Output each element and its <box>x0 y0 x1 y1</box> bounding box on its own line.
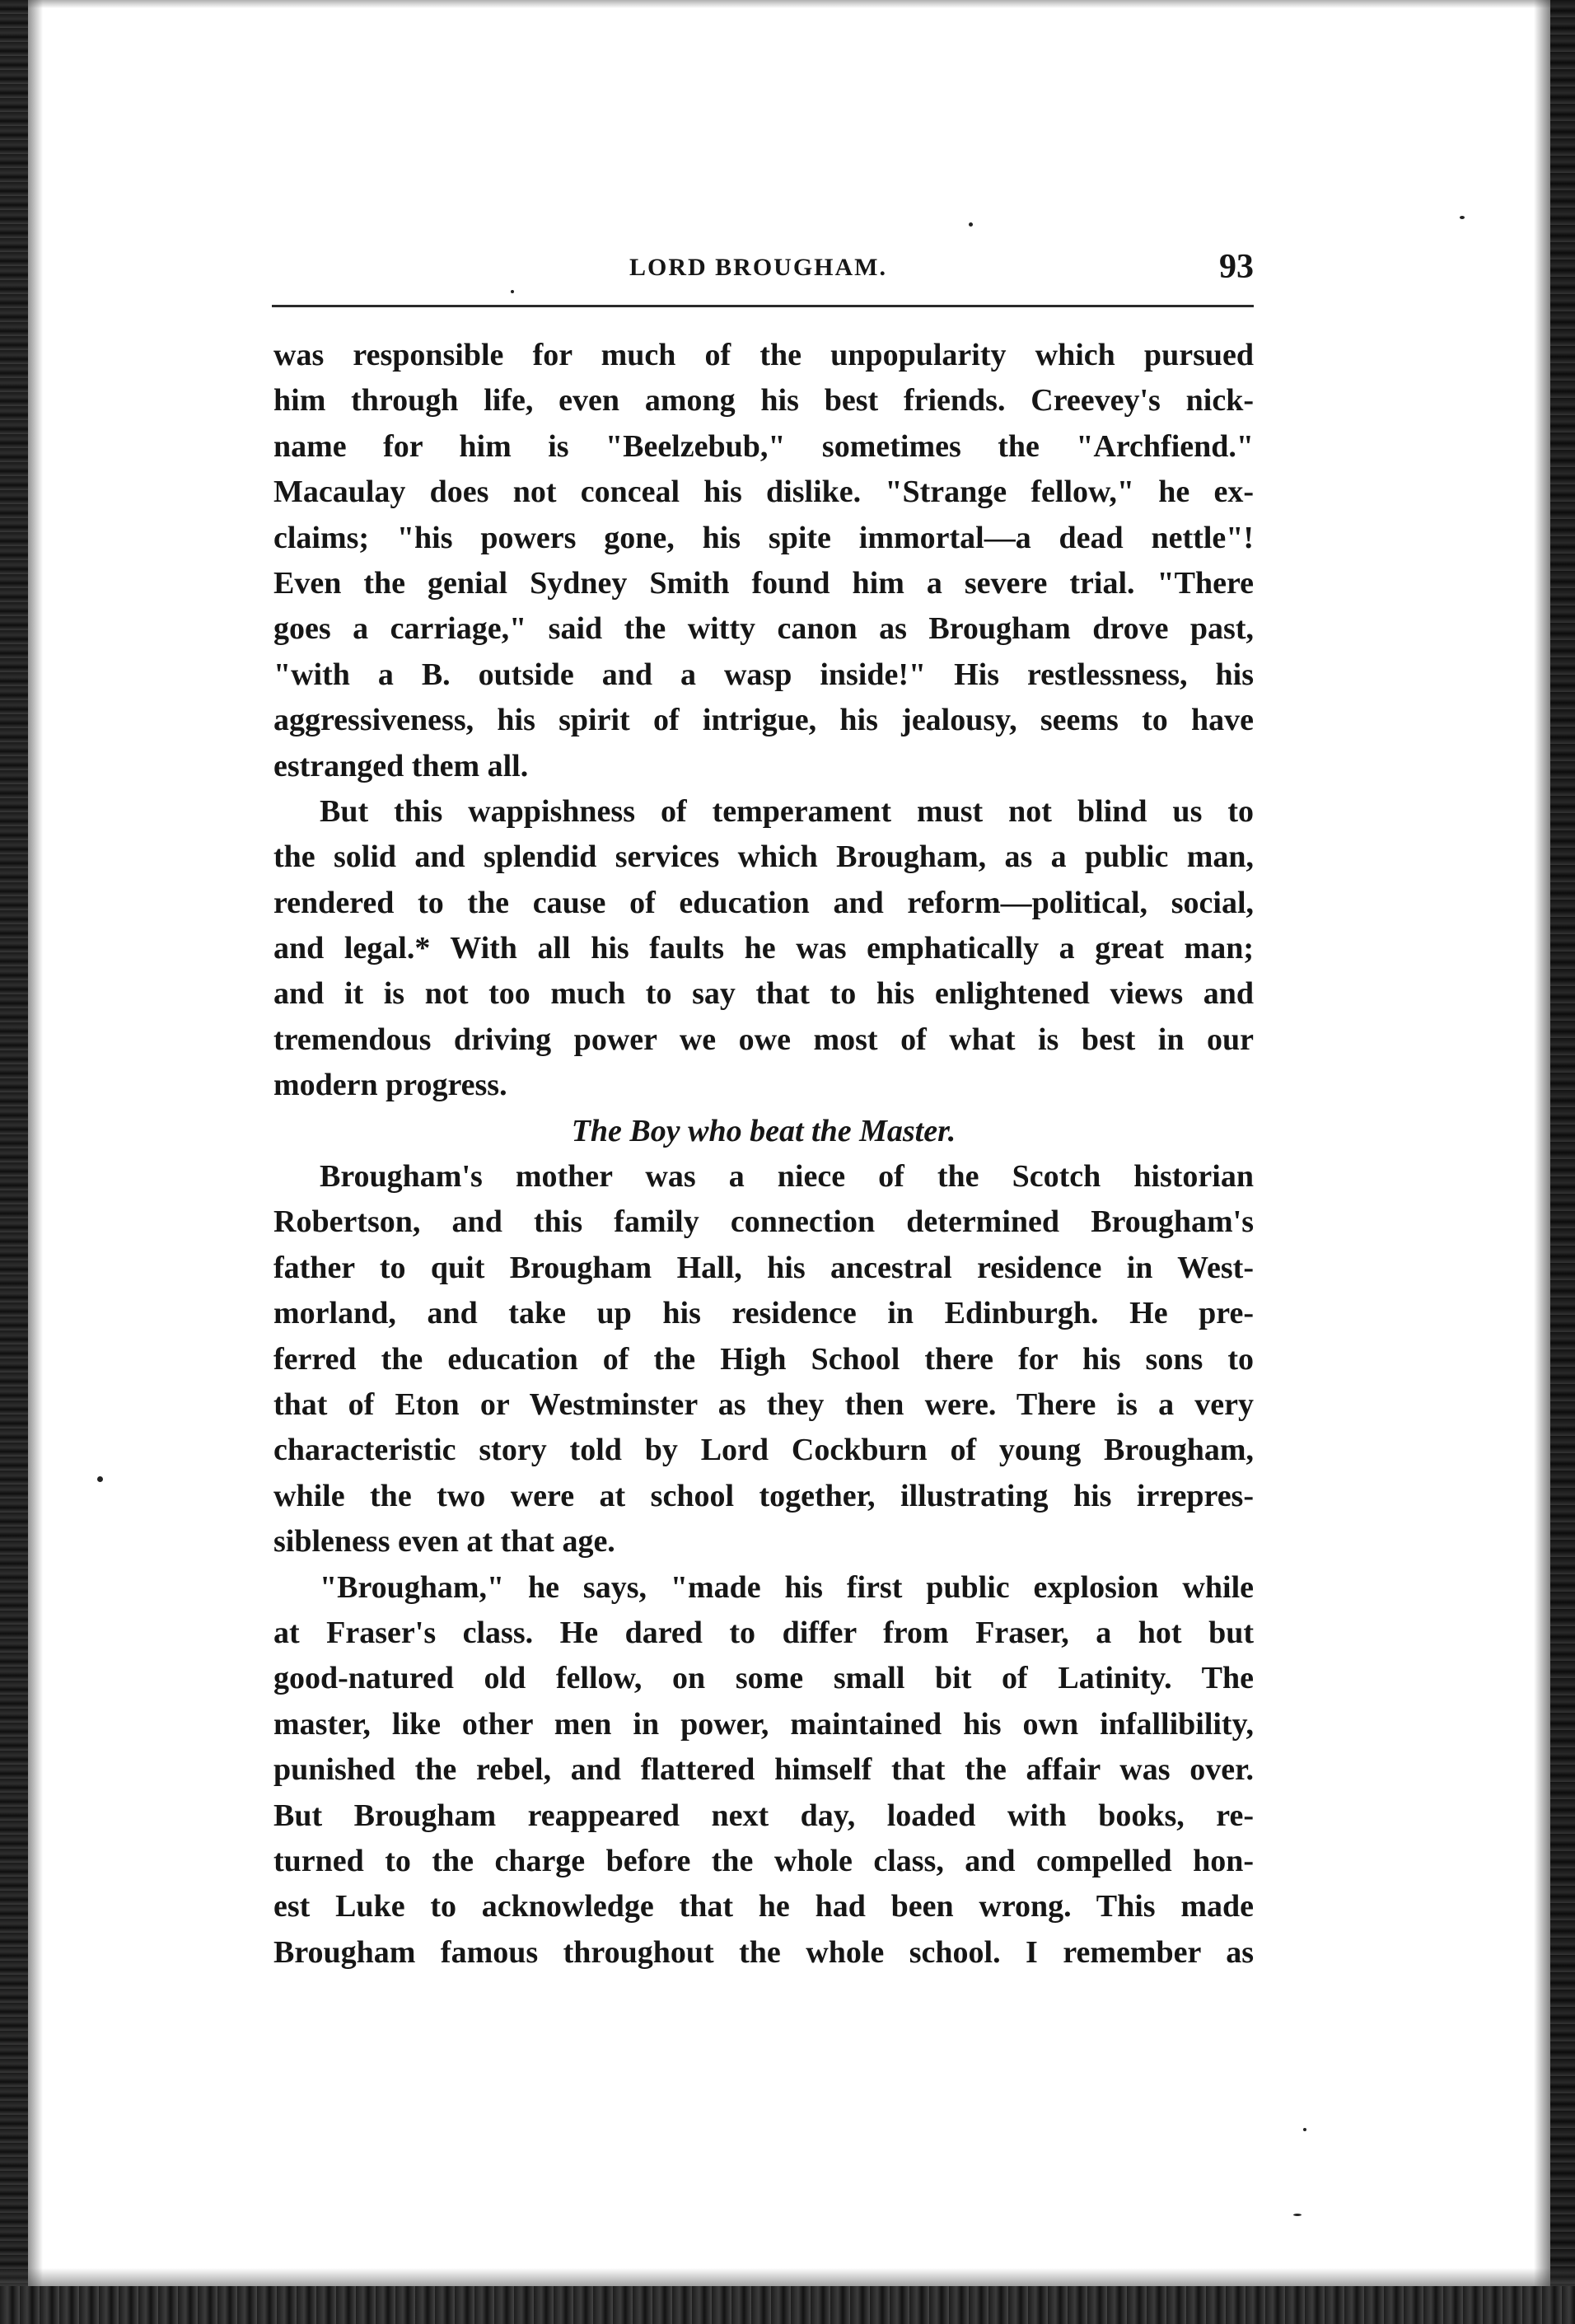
text-line: But Brougham reappeared next day, loaded with books, re- <box>273 1798 1254 1833</box>
scan-speck <box>1303 2128 1306 2131</box>
text-line: claims; "his powers gone, his spite immortal—a dead nettle"! <box>273 520 1254 555</box>
text-line: father to quit Brougham Hall, his ancestral residence in West- <box>273 1250 1254 1285</box>
text-line: him through life, even among his best friends. Creevey's nick- <box>273 383 1254 419</box>
text-line: goes a carriage," said the witty canon as Brougham drove past, <box>273 611 1254 647</box>
text-line: tremendous driving power we owe most of what is best in our <box>273 1022 1254 1057</box>
running-head <box>273 247 1254 297</box>
text-line: Macaulay does not conceal his dislike. "Strange fellow," he ex- <box>273 475 1254 510</box>
text-line: at Fraser's class. He dared to differ from Fraser, a hot but <box>273 1615 1254 1650</box>
text-line: But this wappishness of temperament must not blind us to <box>320 793 1254 829</box>
page-number: 93 <box>1219 248 1254 286</box>
text-line: est Luke to acknowledge that he had been wrong. This made <box>273 1889 1254 1924</box>
header-rule <box>272 305 1254 307</box>
scan-left-edge <box>0 0 28 2324</box>
text-line: Brougham's mother was a niece of the Scotch historian <box>320 1159 1254 1195</box>
text-line: sibleness even at that age. <box>273 1524 615 1559</box>
text-line: Robertson, and this family connection determined Brougham's <box>273 1204 1254 1240</box>
text-line: Brougham famous throughout the whole school. I remember as <box>273 1934 1254 1970</box>
text-line: while the two were at school together, illustrating his irrepres- <box>273 1478 1254 1513</box>
text-line: and it is not too much to say that to his enlightened views and <box>273 976 1254 1012</box>
running-title: LORD BROUGHAM. <box>629 254 887 281</box>
text-line: rendered to the cause of education and reform—political, social, <box>273 885 1254 920</box>
scan-bottom-edge <box>0 2286 1575 2324</box>
text-line: aggressiveness, his spirit of intrigue, his jealousy, seems to have <box>273 703 1254 738</box>
text-line: Even the genial Sydney Smith found him a severe trial. "There <box>273 565 1254 601</box>
text-line: name for him is "Beelzebub," sometimes the "Archfiend." <box>273 428 1254 464</box>
body-text <box>273 333 1254 1976</box>
scan-speck <box>97 1476 103 1482</box>
text-line: and legal.* With all his faults he was emphatically a great man; <box>273 931 1254 966</box>
text-line: turned to the charge before the whole class, and compelled hon- <box>273 1843 1254 1878</box>
text-line: ferred the education of the High School there for his sons to <box>273 1341 1254 1377</box>
scan-speck <box>1460 216 1465 219</box>
scan-speck <box>1293 2214 1302 2216</box>
text-line: morland, and take up his residence in Edinburgh. He pre- <box>273 1296 1254 1331</box>
scan-left-shadow <box>28 0 43 2324</box>
text-line: punished the rebel, and flattered himself that the affair was over. <box>273 1752 1254 1788</box>
text-line: "Brougham," he says, "made his first public explosion while <box>320 1569 1254 1605</box>
text-line: the solid and splendid services which Brougham, as a public man, <box>273 839 1254 875</box>
scan-top-shadow <box>0 0 1575 8</box>
text-line: modern progress. <box>273 1068 507 1103</box>
text-line: estranged them all. <box>273 748 529 783</box>
scan-bottom-shadow <box>0 2268 1575 2286</box>
scan-speck <box>969 222 973 227</box>
text-line: master, like other men in power, maintained his own infallibility, <box>273 1706 1254 1742</box>
text-line: that of Eton or Westminster as they then were. There is a very <box>273 1386 1254 1422</box>
section-heading: The Boy who beat the Master. <box>571 1113 956 1148</box>
scan-right-shadow <box>1534 0 1550 2324</box>
text-line: was responsible for much of the unpopularity which pursued <box>273 338 1254 372</box>
text-line: "with a B. outside and a wasp inside!" His restlessness, his <box>273 657 1254 692</box>
text-line: characteristic story told by Lord Cockburn of young Brougham, <box>273 1433 1254 1468</box>
text-line: good-natured old fellow, on some small bit of Latinity. The <box>273 1661 1254 1696</box>
scan-right-edge <box>1550 0 1575 2324</box>
